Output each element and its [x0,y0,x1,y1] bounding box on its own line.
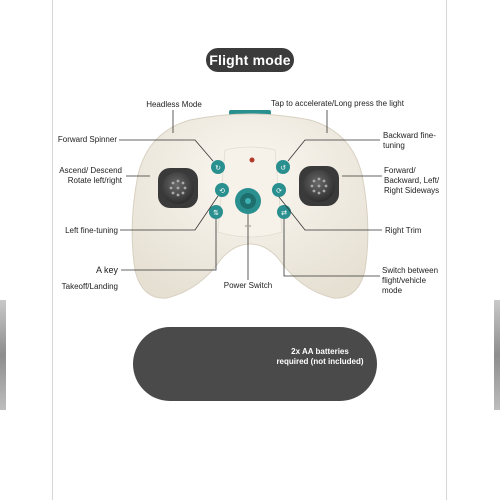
svg-text:↻: ↻ [215,164,221,172]
label-forward-spinner: Forward Spinner [57,135,117,144]
battery-requirement-text: 2x AA batteries required (not included) [276,347,364,366]
label-headless-mode: Headless Mode [146,100,202,109]
svg-text:↺: ↺ [280,164,286,172]
svg-text:⟲: ⟲ [219,187,225,195]
label-power-switch: Power Switch [223,281,273,290]
flight-mode-badge: Flight mode [206,48,294,72]
svg-text:⟳: ⟳ [276,187,282,195]
label-left-fine-tuning: Left fine-tuning [65,226,118,235]
svg-text:⇅: ⇅ [213,209,219,217]
backward-trim-button[interactable] [276,160,290,174]
svg-text:⇄: ⇄ [281,209,287,217]
takeoff-landing-button[interactable] [209,205,223,219]
indicator-light [250,158,255,163]
label-a-key: A key [95,265,118,275]
right-joystick-grip [311,178,328,195]
label-ascend-descend: Ascend/ Descend Rotate left/right [59,166,122,185]
rotate-button[interactable] [215,183,229,197]
label-backward-fine-tuning: Backward fine-tuning [383,131,436,150]
left-joystick-grip [170,180,187,197]
label-switch-mode: Switch between flight/vehicle mode [382,266,439,295]
battery-info-card [133,327,377,401]
mode-switch-button[interactable] [277,205,291,219]
forward-spinner-button[interactable] [211,160,225,174]
label-forward-backward: Forward/ Backward, Left/ Right Sideways [384,166,440,195]
power-switch-button[interactable] [235,188,261,214]
right-control-button[interactable] [272,183,286,197]
label-right-trim: Right Trim [385,226,422,235]
label-takeoff-landing: Takeoff/Landing [61,282,118,291]
label-tap-accelerate: Tap to accelerate/Long press the light [271,99,404,108]
